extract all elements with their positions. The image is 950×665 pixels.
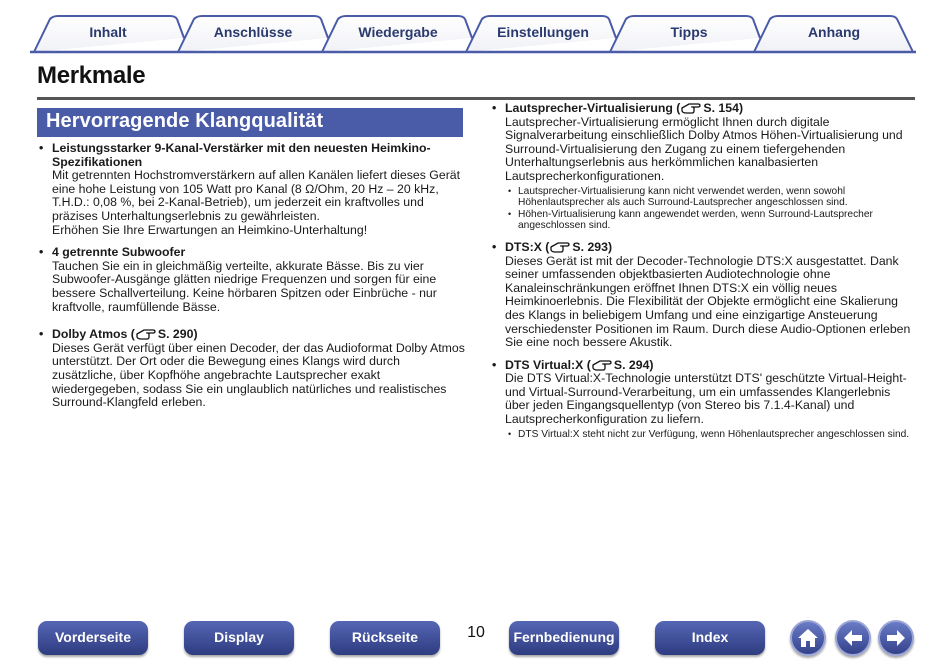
feature-text: Tauchen Sie ein in gleichmäßig verteilte, akkurate Bässe. Bis zu vier Subwoofer-Ausgänge glätten niedrige Frequenzen und sorgen für eine bessere Schallverteilung. Keine hörbaren Spitzen oder Einbrüche - nur kraftvolle, raumfüllende Bässe. xyxy=(52,258,437,314)
feature-amplifier xyxy=(38,142,466,237)
bullet: • xyxy=(39,327,44,342)
bullet: • xyxy=(492,357,497,372)
feature-text: Lautsprecher-Virtualisierung ermöglicht Ihnen durch digitale Signalverarbeitung einschließlich Dolby Atmos Höhen-Virtualisierung und Surround-Virtualisierung den Zugang zu einem tiefergehenden Unterhaltungserlebnis aus herkömmlichen kanalbasierten Lautsprecherkonfigurationen. xyxy=(505,114,903,183)
note-text: Lautsprecher-Virtualisierung kann nicht verwendet werden, wenn sowohl Höhenlautsprecher als auch Surround-Lautsprecher angeschlossen sind. xyxy=(518,185,848,209)
page-reference-link[interactable] xyxy=(680,101,743,115)
note-text: DTS Virtual:X steht nicht zur Verfügung, wenn Höhenlautsprecher angeschlossen sind. xyxy=(518,428,910,440)
page-title: Merkmale xyxy=(37,62,146,89)
tab-tipps[interactable]: Tipps xyxy=(670,24,708,40)
feature-heading-line xyxy=(505,241,916,255)
pointing-hand-icon xyxy=(136,328,156,340)
feature-text: Dieses Gerät ist mit der Decoder-Technologie DTS:X ausgestattet. Dank seiner umfassenden objektbasierten Audiotechnologie ohne Kanaleinschränkungen eröffnet Ihnen DTS:X ein völlig neues Heimkinoerlebnis. Die Flexibilität der Objekte ermöglicht eine Skalierung des Klangs in beliebigem Umfang und eine einzigartige Ansteuerung verschiedenster Positionen im Raum. Durch diese Audio-Optionen erleben Sie eine noch bessere Akustik. xyxy=(505,253,911,350)
pointing-hand-icon xyxy=(592,359,612,371)
note-item: • Lautsprecher-Virtualisierung kann nicht verwendet werden, wenn sowohl Höhenlautsprecher als auch Surround-Lautsprecher angeschlossen sind. xyxy=(508,185,848,209)
pointing-hand-icon xyxy=(681,102,701,114)
nav-front-button[interactable]: Vorderseite xyxy=(38,621,148,655)
feature-text: Mit getrennten Hochstromverstärkern auf allen Kanälen liefert dieses Gerät eine hohe Leistung von 105 Watt pro Kanal (8 Ω/Ohm, 20 Hz – 20 kHz, T.H.D.: 0,08 %, bei 2-Kanal-Betrieb), um jederzeit ein kraftvolles und präzises Unterhaltungserlebnis zu gewährleisten. xyxy=(52,168,461,223)
feature-heading: 4 getrennte Subwoofer xyxy=(52,245,186,260)
top-tab-bar xyxy=(0,0,950,56)
page-reference-link[interactable] xyxy=(591,358,654,372)
bullet: • xyxy=(492,239,497,254)
bullet: • xyxy=(39,141,44,155)
feature-heading: Dolby Atmos ( xyxy=(52,327,135,342)
note-text: Höhen-Virtualisierung kann angewendet werden, wenn Surround-Lautsprecher angeschlossen sind. xyxy=(518,208,873,232)
bullet: • xyxy=(39,245,44,260)
feature-heading: DTS:X ( xyxy=(505,239,550,254)
tab-wiedergabe[interactable]: Wiedergabe xyxy=(358,24,438,40)
nav-index-button[interactable]: Index xyxy=(655,621,765,655)
nav-remote-button[interactable]: Fernbedienung xyxy=(509,621,619,655)
back-button[interactable] xyxy=(835,620,871,656)
home-icon xyxy=(796,626,820,650)
pointing-hand-icon xyxy=(550,241,570,253)
page-number: 10 xyxy=(467,624,485,641)
right-column xyxy=(491,102,916,440)
reference-page: S. 290) xyxy=(157,327,198,342)
tab-anschluesse[interactable]: Anschlüsse xyxy=(213,24,293,40)
tab-inhalt[interactable]: Inhalt xyxy=(89,24,127,40)
reference-page: S. 154) xyxy=(703,101,744,115)
feature-speaker-virtualization xyxy=(491,102,916,232)
page-reference-link[interactable] xyxy=(135,327,198,341)
feature-text-extra: Erhöhen Sie Ihre Erwartungen an Heimkino-Unterhaltung! xyxy=(52,222,368,237)
feature-text: Dieses Gerät verfügt über einen Decoder, der das Audioformat Dolby Atmos unterstützt. Der Ort oder die Bewegung eines Klangs wird durch zusätzliche, über Kopfhöhe angebrachte Lautsprecher exakt wiedergegeben, sodass Sie ein unglaublich natürliches und realistisches Surround-Klangfeld erleben. xyxy=(52,340,465,410)
feature-heading: Leistungsstarker 9-Kanal-Verstärker mit den neuesten Heimkino-Spezifikationen xyxy=(52,141,431,169)
reference-page: S. 294) xyxy=(613,357,654,372)
note-item: • Höhen-Virtualisierung kann angewendet werden, wenn Surround-Lautsprecher angeschlossen sind. xyxy=(508,208,873,232)
note-list xyxy=(505,186,916,232)
note-item: • DTS Virtual:X steht nicht zur Verfügung, wenn Höhenlautsprecher angeschlossen sind. xyxy=(508,428,910,440)
page-reference-link[interactable] xyxy=(549,240,612,254)
nav-rear-button[interactable]: Rückseite xyxy=(330,621,440,655)
nav-display-button[interactable]: Display xyxy=(184,621,294,655)
feature-dts-virtual-x xyxy=(491,359,916,441)
title-divider xyxy=(37,97,915,100)
section-heading: Hervorragende Klangqualität xyxy=(37,108,463,137)
arrow-right-icon xyxy=(884,626,908,650)
feature-heading: DTS Virtual:X ( xyxy=(505,357,591,372)
left-column xyxy=(38,142,466,410)
feature-subwoofer xyxy=(38,246,466,314)
bullet: • xyxy=(492,101,497,115)
feature-heading-line xyxy=(52,328,466,342)
feature-dolby-atmos xyxy=(38,328,466,410)
feature-text: Die DTS Virtual:X-Technologie unterstützt DTS' geschützte Virtual-Height- und Virtual-Surround-Verarbeitung, um ein umfassendes Klangerlebnis über jeden Eingangsquellentyp (von Stereo bis 7.1.4-Kanal) und Lautsprecherkonfiguration zu liefern. xyxy=(505,371,907,427)
note-list xyxy=(505,429,916,441)
feature-heading-line xyxy=(505,359,916,373)
feature-dtsx xyxy=(491,241,916,350)
forward-button[interactable] xyxy=(878,620,914,656)
tab-anhang[interactable]: Anhang xyxy=(807,24,861,40)
feature-heading-line xyxy=(505,102,916,116)
feature-heading: Lautsprecher-Virtualisierung ( xyxy=(505,101,681,115)
home-button[interactable] xyxy=(790,620,826,656)
reference-page: S. 293) xyxy=(572,239,613,254)
arrow-left-icon xyxy=(841,626,865,650)
tab-einstellungen[interactable]: Einstellungen xyxy=(497,24,589,40)
